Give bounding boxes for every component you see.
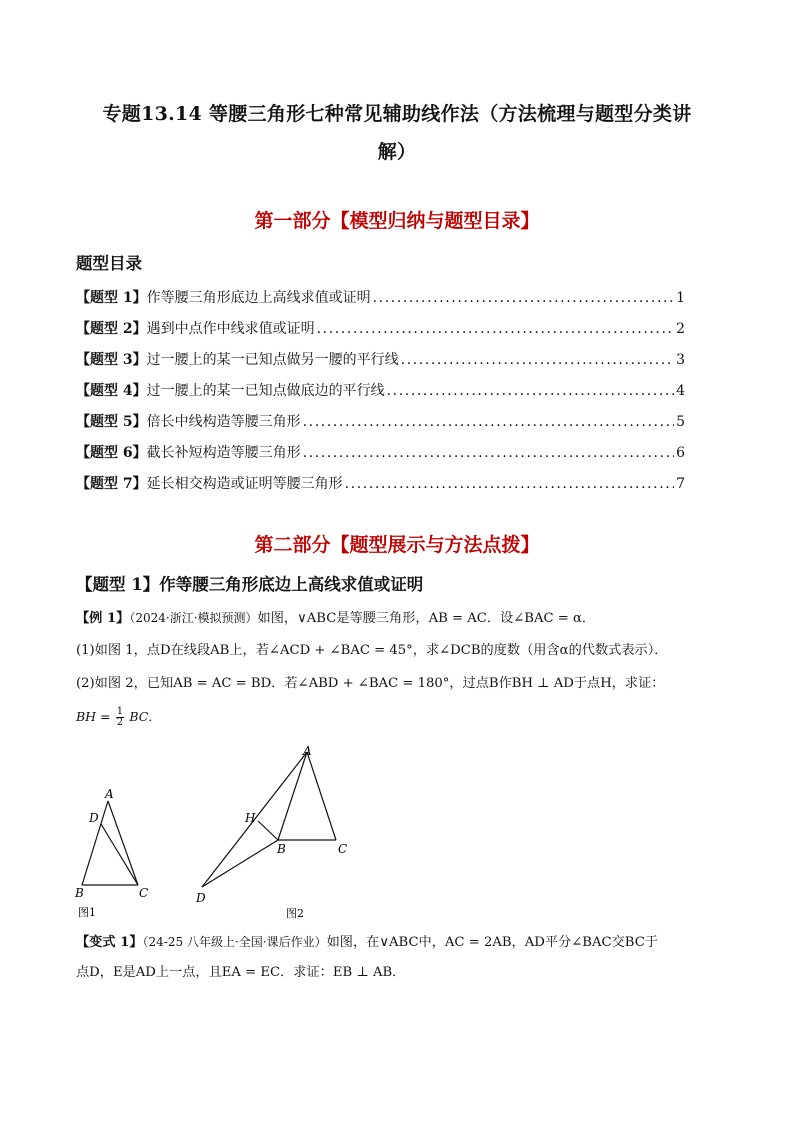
- toc-leader-dots: [373, 290, 674, 306]
- fig2-caption: 图2: [286, 907, 304, 920]
- toc-item-title: 过一腰上的某一已知点做另一腰的平行线: [146, 352, 399, 368]
- toc-item[interactable]: [76, 318, 685, 349]
- fig1-caption: 图1: [78, 906, 96, 919]
- toc-item-page: 1: [676, 290, 685, 306]
- conclusion-rhs: BC．: [129, 709, 161, 724]
- fig2-label-b: B: [277, 842, 286, 856]
- part1-heading: 第一部分【模型归纳与题型目录】: [254, 210, 540, 232]
- toc-heading: 题型目录: [76, 254, 142, 273]
- toc-item[interactable]: [76, 473, 685, 504]
- toc-item-title: 作等腰三角形底边上高线求值或证明: [146, 290, 371, 306]
- section1-heading: 【题型 1】作等腰三角形底边上高线求值或证明: [76, 575, 424, 594]
- part2-heading: 第二部分【题型展示与方法点拨】: [254, 534, 540, 556]
- example1-part2: (2)如图 2，已知AB = AC = BD．若∠ABD + ∠BAC = 180°，过点B作BH ⊥ AD于点H，求证：: [76, 676, 665, 691]
- toc-item-tag: 【题型 6】: [76, 445, 147, 461]
- toc-item-tag: 【题型 5】: [76, 414, 147, 430]
- figure-2: [190, 740, 370, 920]
- toc-item-tag: 【题型 1】: [76, 290, 147, 306]
- toc-item[interactable]: [76, 380, 685, 411]
- example1-label: 【例 1】: [76, 611, 130, 626]
- title-line-1: 专题13.14 等腰三角形七种常见辅助线作法（方法梳理与题型分类讲: [102, 103, 692, 125]
- toc-item[interactable]: [76, 349, 685, 380]
- fig1-label-b: B: [75, 886, 84, 900]
- fig2-label-d: D: [196, 891, 206, 905]
- table-of-contents: [76, 287, 685, 504]
- fig1-label-c: C: [139, 886, 149, 900]
- toc-item-title: 过一腰上的某一已知点做底边的平行线: [146, 383, 385, 399]
- toc-item-tag: 【题型 4】: [76, 383, 147, 399]
- toc-item-page: 3: [676, 352, 685, 368]
- toc-item-title: 截长补短构造等腰三角形: [146, 445, 301, 461]
- toc-item-tag: 【题型 2】: [76, 321, 147, 337]
- toc-item[interactable]: [76, 411, 685, 442]
- example1-source: （2024·浙江·模拟预测）: [129, 611, 258, 625]
- toc-leader-dots: [345, 476, 674, 492]
- document-title: [76, 95, 718, 171]
- toc-item-page: 5: [676, 414, 685, 430]
- fig2-label-a: A: [303, 744, 312, 758]
- toc-item-title: 遇到中点作中线求值或证明: [146, 321, 315, 337]
- fraction-denominator: 2: [116, 717, 124, 728]
- example1-conclusion: [76, 706, 718, 729]
- toc-leader-dots: [303, 414, 674, 430]
- segment-ac: [307, 752, 336, 840]
- fig1-label-d: D: [89, 811, 99, 825]
- fig2-label-h: H: [245, 811, 256, 825]
- example1-intro-text: 如图，∨ABC是等腰三角形，AB = AC．设∠BAC = α．: [257, 611, 596, 626]
- figure-1: [70, 782, 160, 920]
- toc-item[interactable]: [76, 287, 685, 318]
- title-line-2: 解）: [377, 141, 417, 163]
- segment-bd: [202, 840, 278, 887]
- segment-ab: [278, 752, 307, 840]
- example1-intro: [76, 607, 718, 630]
- toc-leader-dots: [387, 383, 674, 399]
- toc-item[interactable]: [76, 442, 685, 473]
- toc-leader-dots: [317, 321, 674, 337]
- conclusion-lhs: BH =: [76, 709, 111, 724]
- fraction-numerator: 1: [116, 706, 124, 717]
- toc-item-title: 倍长中线构造等腰三角形: [146, 414, 301, 430]
- fraction-one-half: [116, 707, 124, 728]
- toc-leader-dots: [303, 445, 674, 461]
- toc-item-page: 4: [676, 383, 685, 399]
- variant1-text-1: 如图，在∨ABC中，AC = 2AB，AD平分∠BAC交BC于: [326, 935, 658, 950]
- toc-item-page: 6: [676, 445, 685, 461]
- fig2-label-c: C: [338, 842, 348, 856]
- toc-item-title: 延长相交构造或证明等腰三角形: [146, 476, 343, 492]
- toc-leader-dots: [401, 352, 674, 368]
- fig1-label-a: A: [105, 787, 114, 801]
- example1-part1: (1)如图 1，点D在线段AB上，若∠ACD + ∠BAC = 45°，求∠DCB的度数（用含α的代数式表示）．: [76, 643, 668, 658]
- toc-item-tag: 【题型 3】: [76, 352, 147, 368]
- toc-item-tag: 【题型 7】: [76, 476, 147, 492]
- variant1-line1: [76, 931, 718, 954]
- toc-item-page: 2: [676, 321, 685, 337]
- segment-bh: [258, 821, 278, 840]
- variant1-line2: 点D，E是AD上一点，且EA = EC．求证：EB ⊥ AB．: [76, 965, 406, 980]
- variant1-source: （24-25 八年级上·全国·课后作业）: [142, 935, 327, 949]
- toc-item-page: 7: [676, 476, 685, 492]
- variant1-label: 【变式 1】: [76, 935, 143, 950]
